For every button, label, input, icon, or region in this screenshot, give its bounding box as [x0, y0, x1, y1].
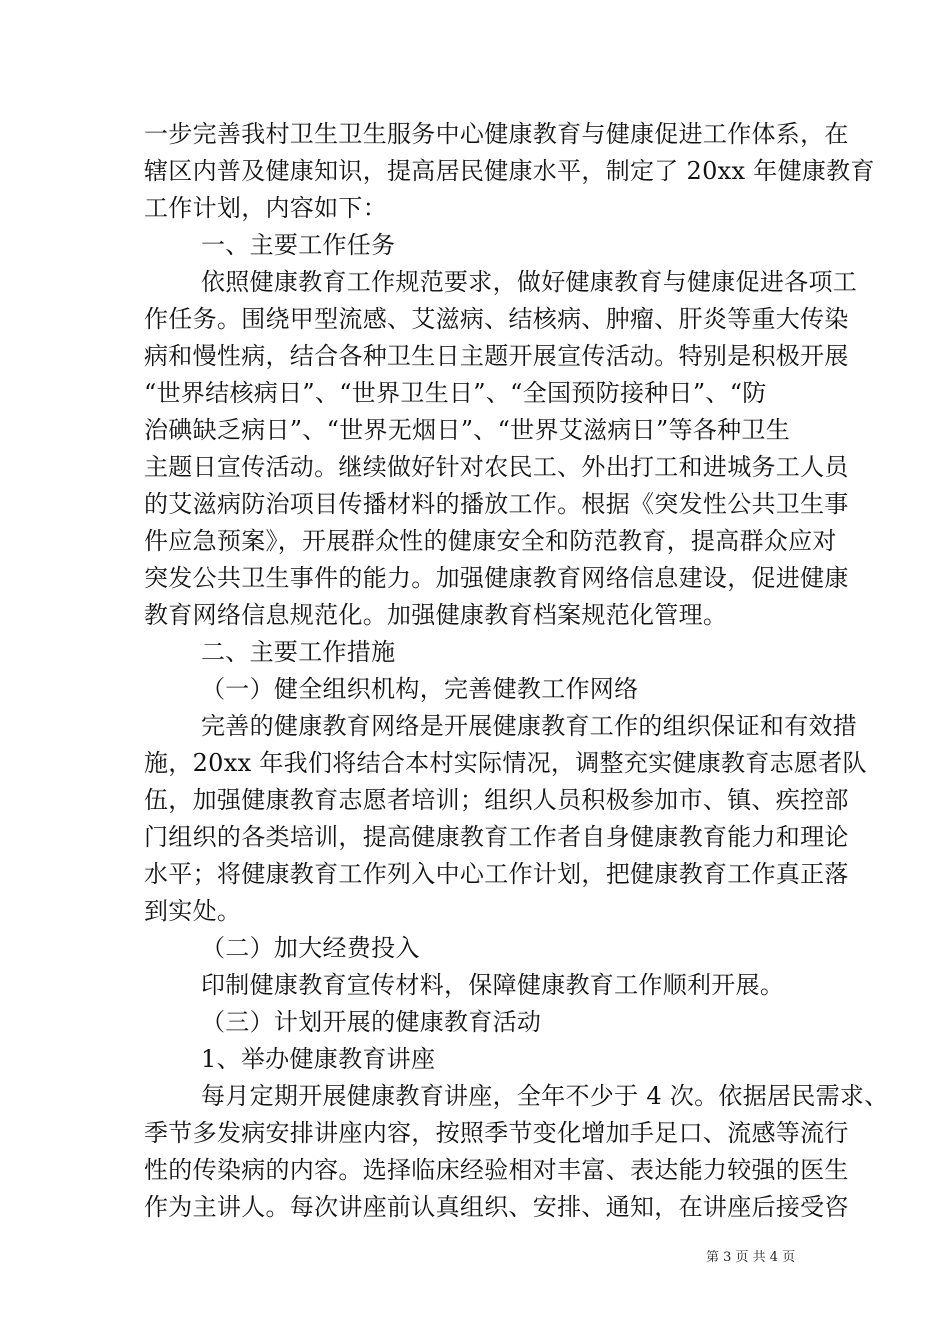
text-line: 一步完善我村卫生卫生服务中心健康教育与健康促进工作体系，在	[144, 120, 849, 148]
text-line: 印制健康教育宣传材料，保障健康教育工作顺利开展。	[201, 971, 785, 999]
text-line: 施，20xx 年我们将结合本村实际情况，调整充实健康教育志愿者队	[144, 749, 867, 777]
text-line: 门组织的各类培训，提高健康教育工作者自身健康教育能力和理论	[144, 823, 849, 851]
text-line: 教育网络信息规范化。加强健康教育档案规范化管理。	[144, 601, 728, 629]
text-line: 依照健康教育工作规范要求，做好健康教育与健康促进各项工	[201, 268, 858, 296]
text-line: 作任务。围绕甲型流感、艾滋病、结核病、肿瘤、肝炎等重大传染	[144, 305, 849, 333]
section-heading: 一、主要工作任务	[201, 231, 396, 259]
text-line: 的艾滋病防治项目传播材料的播放工作。根据《突发性公共卫生事	[144, 490, 849, 518]
subsection-heading: （三）计划开展的健康教育活动	[201, 1008, 542, 1036]
text-line: 突发公共卫生事件的能力。加强健康教育网络信息建设，促进健康	[144, 564, 849, 592]
text-line: 水平；将健康教育工作列入中心工作计划，把健康教育工作真正落	[144, 860, 849, 888]
text-line: 件应急预案》，开展群众性的健康安全和防范教育，提高群众应对	[144, 527, 837, 555]
section-heading: 二、主要工作措施	[201, 638, 396, 666]
text-line: 到实处。	[144, 897, 242, 925]
text-line: 季节多发病安排讲座内容，按照季节变化增加手足口、流感等流行	[144, 1119, 849, 1147]
text-line: 病和慢性病，结合各种卫生日主题开展宣传活动。特别是积极开展	[144, 342, 849, 370]
text-line: 完善的健康教育网络是开展健康教育工作的组织保证和有效措	[201, 712, 858, 740]
text-line: 性的传染病的内容。选择临床经验相对丰富、表达能力较强的医生	[144, 1156, 849, 1184]
text-line: 主题日宣传活动。继续做好针对农民工、外出打工和进城务工人员	[144, 453, 849, 481]
text-line: “世界结核病日”、“世界卫生日”、“全国预防接种日”、“防	[144, 379, 767, 407]
subsection-heading: （二）加大经费投入	[201, 934, 420, 962]
page-number: 第 3 页 共 4 页	[706, 1250, 796, 1265]
text-line: 每月定期开展健康教育讲座，全年不少于 4 次。依据居民需求、	[201, 1082, 889, 1110]
text-line: 治碘缺乏病日”、“世界无烟日”、“世界艾滋病日”等各种卫生	[144, 416, 791, 444]
subsection-heading: （一）健全组织机构，完善健教工作网络	[201, 675, 639, 703]
text-line: 工作计划，内容如下：	[144, 194, 387, 222]
item-heading: 1、举办健康教育讲座	[201, 1045, 436, 1073]
text-line: 伍，加强健康教育志愿者培训；组织人员积极参加市、镇、疾控部	[144, 786, 849, 814]
text-line: 作为主讲人。每次讲座前认真组织、安排、通知，在讲座后接受咨	[144, 1193, 849, 1221]
text-line: 辖区内普及健康知识，提高居民健康水平，制定了 20xx 年健康教育	[144, 157, 875, 185]
